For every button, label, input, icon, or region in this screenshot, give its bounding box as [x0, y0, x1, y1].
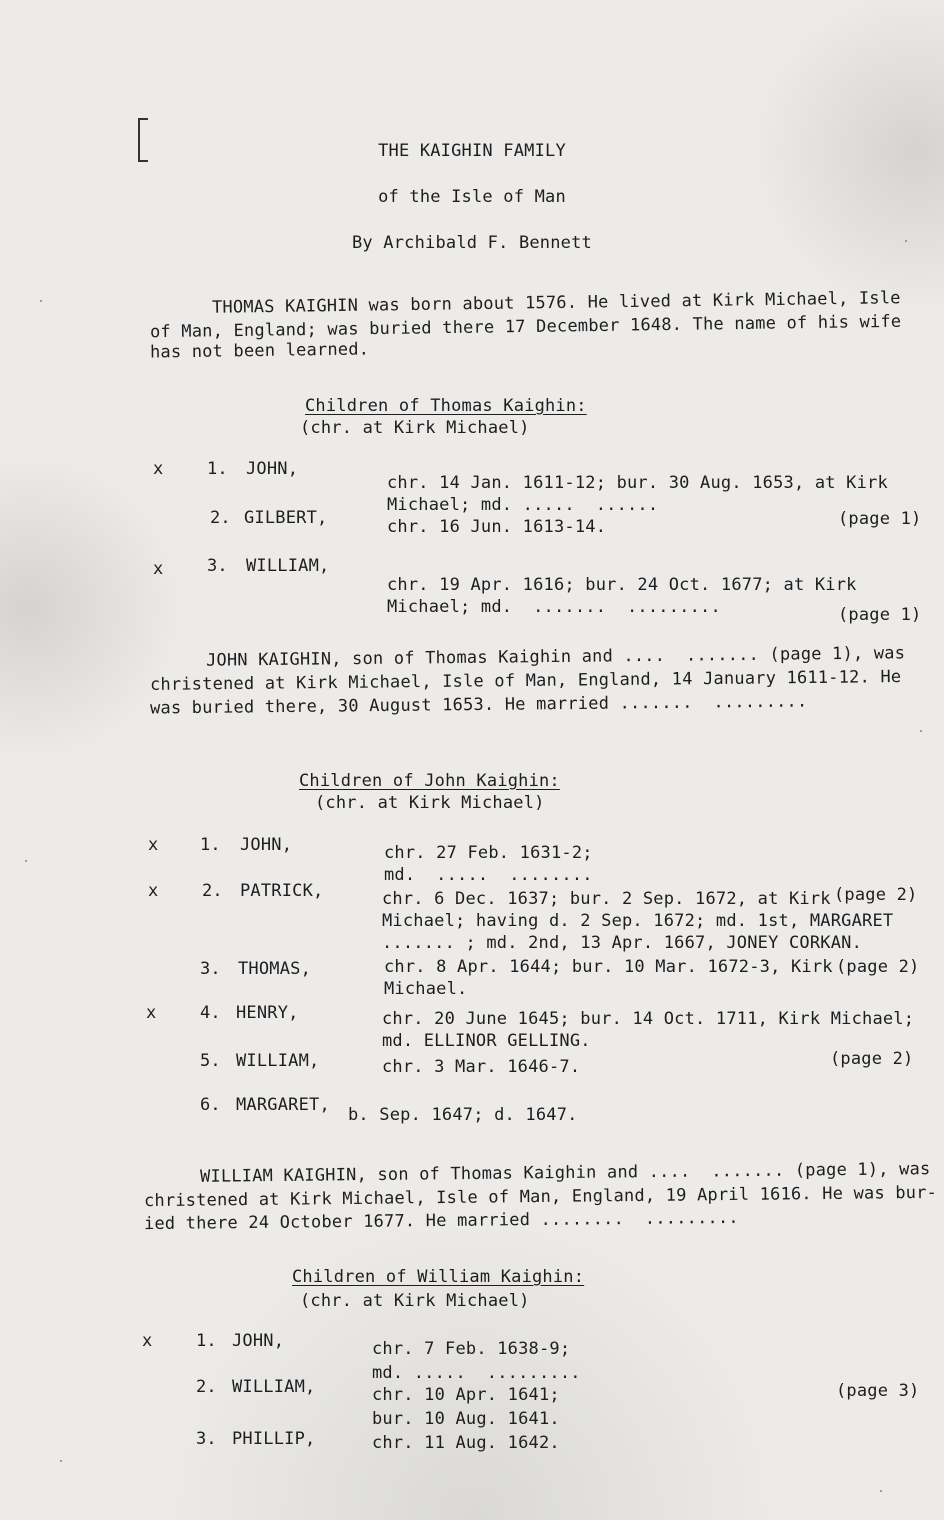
child-name: GILBERT,	[244, 508, 328, 528]
document-author: By Archibald F. Bennett	[351, 233, 592, 253]
descendant-mark: x	[142, 1331, 153, 1351]
page-reference: (page 1)	[838, 509, 922, 529]
child-details-line-1: chr. 11 Aug. 1642.	[372, 1433, 560, 1453]
scan-speck	[880, 1490, 882, 1492]
child-number: 4.	[200, 1003, 221, 1023]
document-subtitle: of the Isle of Man	[378, 187, 566, 207]
page-reference: (page 2)	[830, 1049, 914, 1069]
child-details-line-3: ....... ; md. 2nd, 13 Apr. 1667, JONEY CORKAN.	[382, 933, 863, 953]
child-details-line-2: md. ELLINOR GELLING.	[382, 1031, 591, 1051]
scan-speck	[40, 300, 42, 302]
document-title: THE KAIGHIN FAMILY	[378, 141, 566, 161]
descendant-mark: x	[146, 1003, 157, 1023]
child-name: JOHN,	[240, 835, 293, 855]
john-paragraph-line-1: JOHN KAIGHIN, son of Thomas Kaighin and .... ....... (page 1), was	[205, 643, 906, 671]
section-heading-william-children: Children of William Kaighin:	[292, 1267, 585, 1287]
child-number: 2.	[210, 508, 231, 528]
child-details-line-1: chr. 6 Dec. 1637; bur. 2 Sep. 1672, at Kirk	[382, 889, 831, 909]
child-number: 5.	[200, 1051, 221, 1071]
child-number: 2.	[196, 1377, 217, 1397]
child-details-line-1: chr. 10 Apr. 1641;	[372, 1385, 560, 1405]
child-number: 3.	[200, 959, 221, 979]
child-details-line-2: Michael; md. ..... ......	[387, 495, 659, 515]
child-name: WILLIAM,	[246, 556, 330, 576]
child-details-line-1: chr. 27 Feb. 1631-2;	[384, 843, 593, 863]
child-details-line-1: b. Sep. 1647; d. 1647.	[348, 1105, 578, 1125]
thomas-paragraph-line-1: THOMAS KAIGHIN was born about 1576. He lived at Kirk Michael, Isle	[211, 288, 901, 318]
child-name: WILLIAM,	[232, 1377, 316, 1397]
page-reference: (page 1)	[838, 605, 922, 625]
child-details-line-1: chr. 16 Jun. 1613-14.	[387, 517, 607, 537]
child-number: 3.	[207, 556, 228, 576]
child-details-line-1: chr. 19 Apr. 1616; bur. 24 Oct. 1677; at Kirk	[387, 575, 857, 595]
child-name: JOHN,	[232, 1331, 285, 1351]
child-name: PHILLIP,	[232, 1429, 316, 1449]
child-name: JOHN,	[246, 459, 299, 479]
child-name: MARGARET,	[236, 1095, 330, 1115]
william-paragraph-line-2: christened at Kirk Michael, Isle of Man, England, 19 April 1616. He was bur-	[143, 1182, 938, 1212]
child-name: PATRICK,	[240, 881, 324, 901]
child-details-line-1: chr. 7 Feb. 1638-9;	[372, 1339, 571, 1359]
child-details-line-2: md. ..... .........	[372, 1363, 581, 1383]
child-details-line-2: Michael; md. ....... .........	[387, 597, 721, 617]
child-name: WILLIAM,	[236, 1051, 320, 1071]
child-details-line-2: Michael; having d. 2 Sep. 1672; md. 1st, MARGARET	[382, 911, 894, 931]
scan-speck	[25, 860, 27, 862]
child-details-line-1: chr. 3 Mar. 1646-7.	[382, 1057, 581, 1077]
child-number: 1.	[196, 1331, 217, 1351]
descendant-mark: x	[153, 459, 164, 479]
child-name: HENRY,	[236, 1003, 299, 1023]
child-details-line-2: md. ..... ........	[384, 865, 593, 885]
child-number: 3.	[196, 1429, 217, 1449]
child-number: 1.	[207, 459, 228, 479]
descendant-mark: x	[153, 559, 164, 579]
scan-speck	[920, 730, 922, 732]
section-subheading: (chr. at Kirk Michael)	[300, 418, 530, 438]
child-details-line-1: chr. 14 Jan. 1611-12; bur. 30 Aug. 1653, at Kirk	[387, 473, 888, 493]
william-paragraph-line-3: ied there 24 October 1677. He married ........ .........	[143, 1207, 739, 1235]
section-subheading: (chr. at Kirk Michael)	[300, 1291, 530, 1311]
child-number: 6.	[200, 1095, 221, 1115]
section-heading-john-children: Children of John Kaighin:	[299, 771, 560, 791]
thomas-paragraph-line-3: has not been learned.	[149, 339, 370, 363]
scan-speck	[60, 1460, 62, 1462]
child-name: THOMAS,	[238, 959, 312, 979]
john-paragraph-line-3: was buried there, 30 August 1653. He married ....... .........	[149, 691, 808, 719]
page-reference: (page 2)	[834, 885, 918, 905]
scan-speck	[905, 240, 907, 242]
child-details-line-2: Michael.	[384, 979, 468, 999]
descendant-mark: x	[148, 881, 159, 901]
section-subheading: (chr. at Kirk Michael)	[315, 793, 545, 813]
child-number: 1.	[200, 835, 221, 855]
child-number: 2.	[202, 881, 223, 901]
child-details-line-2: bur. 10 Aug. 1641.	[372, 1409, 560, 1429]
section-heading-thomas-children: Children of Thomas Kaighin:	[305, 396, 587, 416]
descendant-mark: x	[148, 835, 159, 855]
thomas-paragraph-line-2: of Man, England; was buried there 17 December 1648. The name of his wife	[149, 311, 902, 343]
william-paragraph-line-1: WILLIAM KAIGHIN, son of Thomas Kaighin and .... ....... (page 1), was	[199, 1159, 931, 1187]
john-paragraph-line-2: christened at Kirk Michael, Isle of Man, England, 14 January 1611-12. He	[149, 667, 902, 695]
page-reference: (page 2)	[836, 957, 920, 977]
child-details-line-1: chr. 8 Apr. 1644; bur. 10 Mar. 1672-3, Kirk	[384, 957, 833, 977]
child-details-line-1: chr. 20 June 1645; bur. 14 Oct. 1711, Kirk Michael;	[382, 1009, 915, 1029]
page-reference: (page 3)	[836, 1381, 920, 1401]
